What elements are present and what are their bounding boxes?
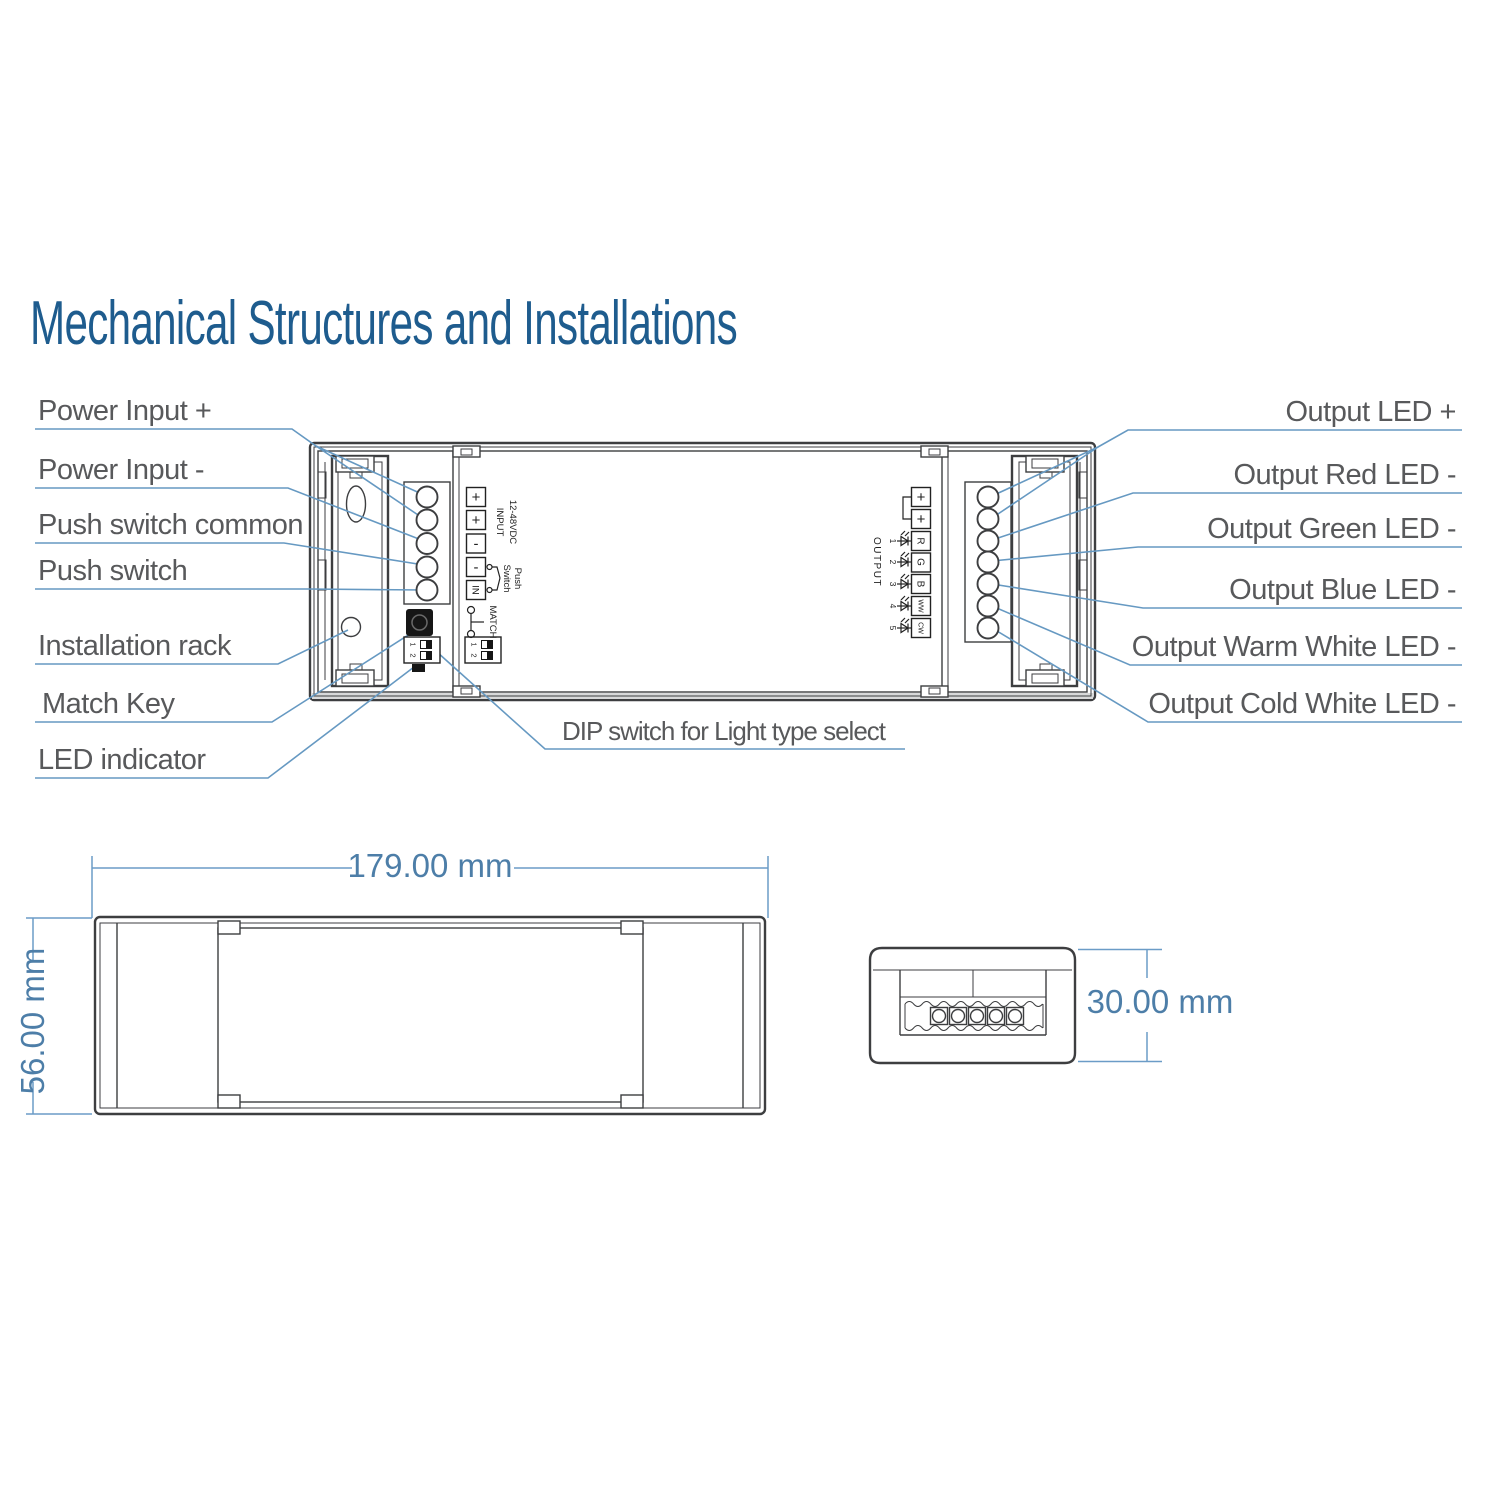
dip-number-2: 2 bbox=[408, 653, 418, 658]
terminal-green bbox=[978, 552, 999, 573]
input-voltage-caption: 12-48VDC bbox=[507, 499, 518, 545]
output-caption: OUTPUT bbox=[871, 536, 882, 588]
label-push-switch: Push switch bbox=[38, 555, 188, 587]
side-view bbox=[14, 847, 768, 1114]
input-mark-plus2: + bbox=[471, 512, 481, 529]
width-value: 56.00 mm bbox=[14, 947, 51, 1095]
svg-text:3: 3 bbox=[888, 581, 898, 587]
led-indicator-lamp bbox=[412, 664, 425, 672]
match-caption: MATCH bbox=[487, 605, 498, 639]
dip-switch bbox=[404, 637, 440, 663]
svg-text:2: 2 bbox=[888, 559, 898, 565]
svg-text:2: 2 bbox=[469, 653, 479, 658]
label-output-warm-white: Output Warm White LED - bbox=[1131, 631, 1456, 663]
right-mounting-plate bbox=[1012, 456, 1077, 686]
label-output-blue: Output Blue LED - bbox=[1229, 574, 1456, 606]
terminal-power-plus2 bbox=[417, 510, 438, 531]
input-mark-plus: + bbox=[471, 489, 481, 506]
terminal-cold-white bbox=[978, 618, 999, 639]
output-mark-b: B bbox=[914, 580, 926, 588]
terminal-push-in bbox=[417, 580, 438, 601]
input-mark-minus2: - bbox=[473, 559, 479, 576]
dip-switch-legend bbox=[465, 637, 501, 663]
input-mark-minus: - bbox=[473, 535, 479, 553]
input-mark-in: IN bbox=[469, 585, 481, 595]
terminal-red bbox=[978, 531, 999, 552]
input-caption: INPUT bbox=[494, 507, 505, 537]
side-view-outline bbox=[95, 917, 765, 1114]
label-output-cold-white: Output Cold White LED - bbox=[1148, 688, 1456, 720]
label-push-switch-common: Push switch common bbox=[38, 509, 303, 541]
terminal-led-plus bbox=[978, 487, 999, 508]
cover-notch bbox=[621, 1095, 643, 1108]
end-view bbox=[870, 948, 1233, 1063]
push-switch-caption: Switch bbox=[501, 564, 512, 593]
cover-notch bbox=[621, 921, 643, 934]
match-key-button bbox=[406, 609, 433, 636]
output-mark-plus: + bbox=[916, 489, 926, 506]
cover-notch bbox=[218, 921, 240, 934]
label-power-input-minus: Power Input - bbox=[38, 454, 204, 486]
label-installation-rack: Installation rack bbox=[38, 630, 231, 662]
output-mark-cw: CW bbox=[916, 622, 924, 634]
dip-number-1: 1 bbox=[408, 642, 418, 647]
svg-text:1: 1 bbox=[469, 642, 479, 647]
end-view-terminals bbox=[931, 1008, 1024, 1025]
label-led-indicator: LED indicator bbox=[38, 744, 206, 776]
label-match-key: Match Key bbox=[42, 688, 175, 720]
length-value: 179.00 mm bbox=[347, 847, 513, 884]
cover-notch bbox=[218, 1095, 240, 1108]
terminal-warm-white bbox=[978, 596, 999, 617]
length-dimension bbox=[92, 847, 768, 918]
svg-text:1: 1 bbox=[888, 538, 898, 544]
height-dimension bbox=[1078, 950, 1233, 1062]
svg-text:4: 4 bbox=[888, 603, 898, 609]
terminal-blue bbox=[978, 574, 999, 595]
output-mark-r: R bbox=[914, 537, 926, 545]
output-mark-ww: WW bbox=[916, 599, 924, 613]
terminal-push-common bbox=[417, 557, 438, 578]
output-mark-plus2: + bbox=[916, 511, 926, 528]
terminal-power-minus bbox=[417, 533, 438, 554]
terminal-led-plus2 bbox=[978, 509, 999, 530]
label-output-led-plus: Output LED + bbox=[1285, 396, 1456, 428]
label-dip-switch: DIP switch for Light type select bbox=[562, 716, 886, 746]
output-mark-g: G bbox=[914, 558, 926, 566]
left-mounting-plate bbox=[332, 456, 388, 686]
svg-text:5: 5 bbox=[888, 625, 898, 631]
page-title: Mechanical Structures and Installations bbox=[30, 289, 737, 358]
label-output-red: Output Red LED - bbox=[1233, 459, 1456, 491]
label-output-green: Output Green LED - bbox=[1207, 513, 1456, 545]
height-value: 30.00 mm bbox=[1086, 983, 1234, 1020]
input-terminals bbox=[417, 487, 438, 601]
terminal-power-plus bbox=[417, 487, 438, 508]
width-dimension bbox=[14, 918, 92, 1114]
label-power-input-plus: Power Input + bbox=[38, 395, 212, 427]
svg-text:Push: Push bbox=[512, 567, 523, 590]
